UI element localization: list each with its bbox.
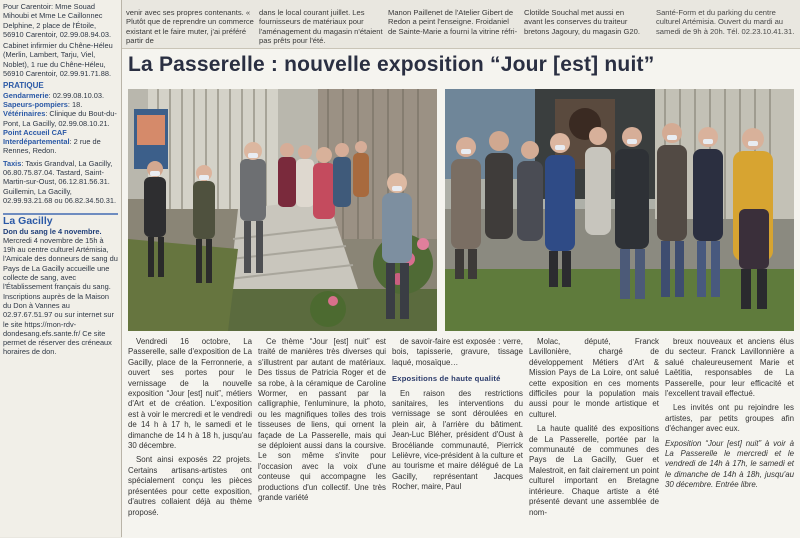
don-du-sang-text: Mercredi 4 novembre de 15h à 19h au centre culturel Artémisia, l'Amicale des donneurs de sang du Pays de La Gacilly accueille une collecte de sang, avec l'Établissement français du sang. Inscriptions auprès de la Maison du Don à Vannes au 02.97.67.51.97 ou sur internet sur le site https://mon-rdv-dondesang.efs.sante.fr/ Ce site permet de réserver des créneaux horaires de don. — [3, 235, 118, 357]
sidebar-don-du-sang — [3, 227, 118, 357]
article-paragraph: de savoir-faire est exposée : verre, bois, tapisserie, gravure, tissage laqué, mosaïque… — [392, 337, 523, 367]
pompiers-value: : 18. — [67, 99, 83, 109]
photo-vernissage-speech — [128, 89, 437, 331]
photo-vernissage-audience — [445, 89, 794, 331]
article-subheading: Expositions de haute qualité — [392, 374, 501, 384]
article-paragraph: La haute qualité des expositions de La Passerelle, portée par la communauté de communes des Pays de La Gacilly, Guer et Malestroit, en fait clairement un point culturel important en Bretagne intérieure. Chaque artiste a été présenté devant une assemblée de nom- — [529, 424, 659, 517]
caf-value: : 2 rue de Rennes, Redon. — [3, 137, 101, 156]
article-headline: La Passerelle : nouvelle exposition “Jour [est] nuit” — [128, 53, 655, 76]
caf-label: Point Accueil CAF Interdépartemental — [3, 127, 70, 147]
article-paragraph: En raison des restrictions sanitaires, les interventions du vernissage se sont déroulées en plein air, à l'arrière du bâtiment. Jean-Luc Bléher, président d'Oust à Brocéliande communauté, Pierrick Lelièvre, vice-président à la culture et au tourisme et maire délégué de La Gacilly, représentant Jacques Rocher, maire, Paul — [392, 388, 523, 492]
previous-article-strip — [126, 0, 800, 48]
pompiers-label: Sapeurs-pompiers — [3, 99, 68, 109]
sidebar-caf — [3, 128, 118, 156]
previous-article-col-5: Santé-Form et du parking du centre culturel Artémisia. Ouvert du mardi au samedi de 9h à 20h. Tél. 02.23.10.41.31. — [656, 7, 795, 36]
gendarmerie-value: : 02.99.08.10.03. — [48, 90, 105, 100]
sidebar-taxis — [3, 159, 118, 205]
article-body — [128, 337, 794, 537]
sidebar-cabinet-infirmier: Cabinet infirmier du Chêne-Héleu (Merlin, Lambert, Tarju, Viel, Noblet), 1 rue du Chêne-Héleu, 56910 Carentoir, 02.99.91.71.88. — [3, 41, 113, 79]
don-du-sang-heading: Don du sang le 4 novembre. — [3, 226, 102, 236]
gendarmerie-label: Gendarmerie — [3, 90, 49, 100]
previous-article-col-2: dans le local courant juillet. Les fournisseurs de matériaux pour l'aménagement du magasin n'étaient pas prêts pour l'été. — [259, 7, 383, 46]
article-la-passerelle — [122, 48, 800, 538]
sidebar-gendarmerie — [3, 91, 118, 100]
article-paragraph: Vendredi 16 octobre, La Passerelle, salle d'exposition de La Gacilly, place de la Ferronnerie, a ouvert ses portes pour le vernissage de la nouvelle exposition “Jour [est] nuit”, métiers d'Art et de création. L'exposition est à voir le mercredi et le vendredi de 14 h à 17 h, le samedi et le dimanche de 14 h à 18 h, jusqu'au 30 décembre. — [128, 337, 252, 451]
article-paragraph: Sont ainsi exposés 22 projets. Certains artisans-artistes ont spécialement conçu les pièces présentées pour cette exposition, d'autres collaient déjà au thème proposé. — [128, 455, 252, 517]
previous-article-col-4: Clotilde Souchal met aussi en avant les conserves du traiteur bretons Jagoury, du magasin G20. — [524, 7, 640, 36]
taxis-label: Taxis — [3, 158, 22, 168]
sidebar-veterinaires — [3, 109, 118, 128]
exposition-info-box: Exposition “Jour [est] nuit” à voir à La Passerelle le mercredi et le vendredi de 14h à 17h, le samedi et le dimanche de 14h à 18h, jusqu'au 30 décembre. Entrée libre. — [665, 438, 794, 490]
article-paragraph: breux nouveaux et anciens élus du secteur. Franck Lavillonnière a salué chaleureusement Marie et Laëtitia, responsables de La Passerelle, pour leur efficacité et l'excellent travail effectué. — [665, 337, 794, 399]
sidebar-pratique-heading: PRATIQUE — [3, 81, 44, 91]
article-column-4 — [529, 337, 659, 537]
article-column-2 — [258, 337, 386, 537]
previous-article-col-1: venir avec ses propres contenants. « Plutôt que de reprendre un commerce existant et le faire muter, j'ai préféré partir de — [126, 7, 254, 46]
sidebar-pompiers — [3, 100, 118, 109]
article-paragraph: Les invités ont pu rejoindre les artistes, par petits groupes afin d'échanger avec eux. — [665, 403, 794, 434]
article-paragraph: Molac, député, Franck Lavillonière, chargé de développement Métiers d'Art & Mission Pays de La Loire, ont salué cette exposition en ces moments difficiles pour la population mais aussi pour le monde artistique et culturel. — [529, 337, 659, 419]
veterinaires-label: Vétérinaires — [3, 109, 46, 119]
article-column-1 — [128, 337, 252, 537]
sidebar-carentoir-contact: Pour Carentoir: Mme Souad Mihoubi et Mme Le Caillonnec Delphine, 2 place de l'Étoile, 56910 Carentoir, 02.99.08.94.03. — [3, 2, 112, 39]
article-column-5 — [665, 337, 794, 537]
previous-article-col-3: Manon Paillenet de l'Atelier Gibert de Redon a peint l'enseigne. Froidaniel de Sainte-Marie a fourni la vitrine réfri- — [388, 7, 518, 36]
sidebar-lagacilly-heading: La Gacilly — [3, 213, 118, 226]
veterinaires-value: : Clinique du Bout-du-Pont, La Gacilly, 02.99.08.10.21. — [3, 109, 117, 128]
sidebar-practical-column — [0, 0, 122, 537]
taxis-value: : Taxis Grandval, La Gacilly, 06.80.75.87.04. Tastard, Saint-Martin-sur-Oust, 06.12.81.56.31. Guillemin, La Gacilly, 02.99.93.21.68 ou 06.82.34.50.31. — [3, 158, 117, 205]
article-column-3 — [392, 337, 523, 537]
article-paragraph: Ce thème “Jour [est] nuit” est traité de manières très diverses qui s'illustrent par autant de matériaux. Des tissus de Patricia Roger et de sa robe, à la céramique de Caroline Wormer, en passant par la calligraphie, l'enluminure, la photo, ou les magnifiques toiles des trois tisseuses de liens, qui ornent la façade de La Passerelle, mais qui se déploient aussi dans la coursive. Le son même s'invite pour l'occasion avec la voix d'une conteuse qui accompagne les productions d'un collectif. Une très grande variété — [258, 337, 386, 503]
